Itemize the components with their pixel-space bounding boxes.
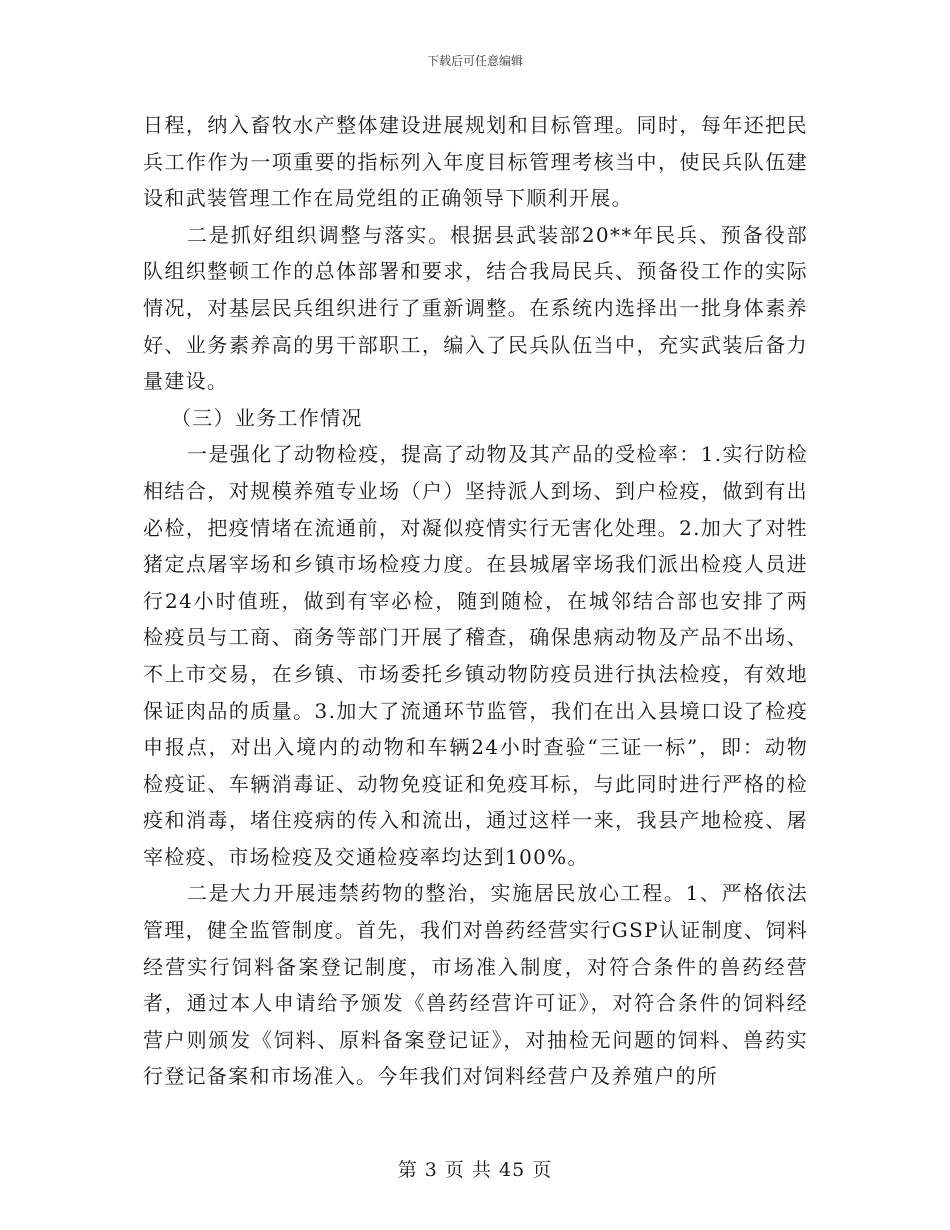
page-header: 下载后可任意编辑 (426, 54, 523, 68)
paragraph-continued: 日程，纳入畜牧水产整体建设进展规划和目标管理。同时，每年还把民兵工作作为一项重要的指标列入年度目标管理考核当中，使民兵队伍建设和武装管理工作在局党组的正确领导下顺利开展。 (143, 113, 808, 211)
paragraph-organization: 二是抓好组织调整与落实。根据县武装部20**年民兵、预备役部队组织整顿工作的总体部署和要求，结合我局民兵、预备役工作的实际情况，对基层民兵组织进行了重新调整。在系统内选择出一批身体素养好、业务素养高的男干部职工，编入了民兵队伍当中，充实武装后备力量建设。 (143, 222, 808, 394)
paragraph-quarantine: 一是强化了动物检疫，提高了动物及其产品的受检率：1.实行防检相结合，对规模养殖专业场（户）坚持派人到场、到户检疫，做到有出必检，把疫情堵在流通前，对凝似疫情实行无害化处理。2.加大了对牲猪定点屠宰场和乡镇市场检疫力度。在县城屠宰场我们派出检疫人员进行24小时值班，做到有宰必检，随到随检，在城邻结合部也安排了两检疫员与工商、商务等部门开展了稽查，确保患病动物及产品不出场、不上市交易，在乡镇、市场委托乡镇动物防疫员进行执法检疫，有效地保证肉品的质量。3.加大了流通环节监管，我们在出入县境口设了检疫申报点，对出入境内的动物和车辆24小时查验“三证一标”，即：动物检疫证、车辆消毒证、动物免疫证和免疫耳标，与此同时进行严格的检疫和消毒，堵住疫病的传入和流出，通过这样一来，我县产地检疫、屠宰检疫、市场检疫及交通检疫率均达到100%。 (143, 442, 808, 869)
paragraph-drug-control: 二是大力开展违禁药物的整治，实施居民放心工程。1、严格依法管理，健全监管制度。首先，我们对兽药经营实行GSP认证制度、饲料经营实行饲料备案登记制度，市场准入制度，对符合条件的兽药经营者，通过本人申请给予颁发《兽药经营许可证》，对符合条件的饲料经营户则颁发《饲料、原料备案登记证》，对抽检无问题的饲料、兽药实行登记备案和市场准入。今年我们对饲料经营户及养殖户的所 (143, 881, 808, 1089)
page-number: 第 3 页 共 45 页 (397, 1159, 553, 1181)
document-body (143, 107, 808, 1095)
section-heading: （三）业务工作情况 (171, 405, 363, 430)
